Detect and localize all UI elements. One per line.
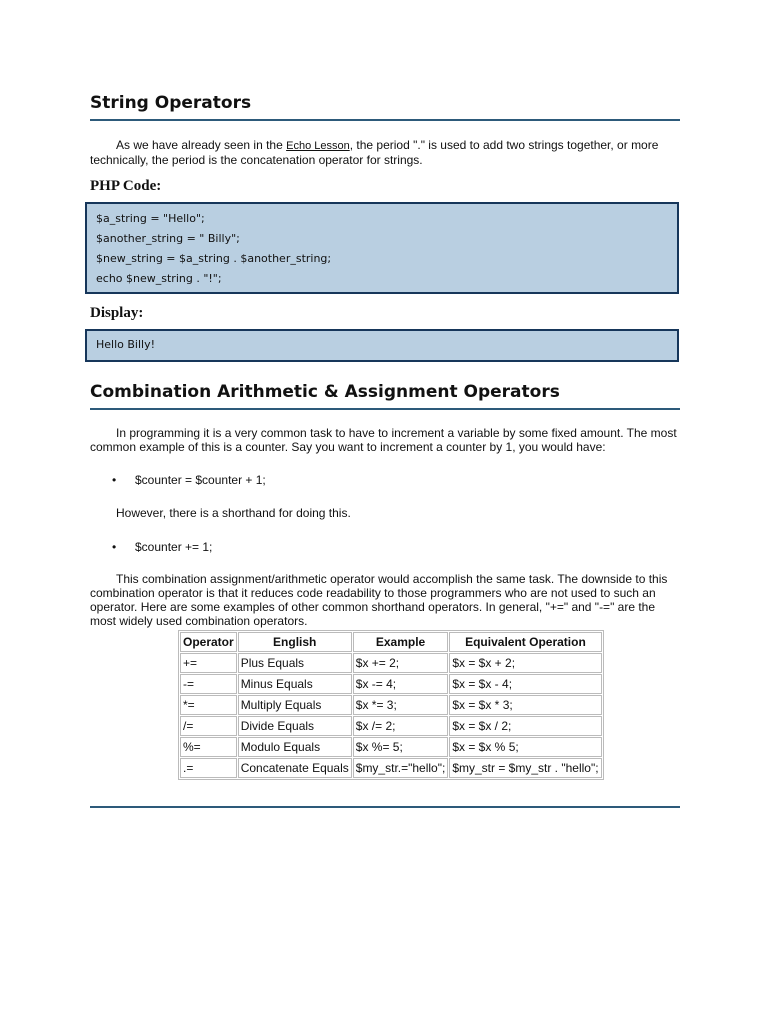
para-text: In programming it is a very common task to have to increment a variable by some fixed amount. The most common example of this is a counter. Say you want to increment a counter by 1, you would have:	[90, 426, 677, 454]
display-output-box	[85, 329, 679, 362]
php-code-box	[85, 202, 679, 294]
cell-example: $x += 2;	[353, 653, 449, 673]
cell-english: Divide Equals	[238, 716, 352, 736]
bullet-item	[112, 540, 212, 554]
code-line: $a_string = "Hello";	[96, 212, 205, 225]
table-row	[180, 758, 602, 778]
cell-equivalent: $x = $x - 4;	[449, 674, 601, 694]
cell-english: Multiply Equals	[238, 695, 352, 715]
cell-equivalent: $x = $x * 3;	[449, 695, 601, 715]
code-line: $another_string = " Billy";	[96, 232, 240, 245]
cell-operator: /=	[180, 716, 237, 736]
string-operators-intro	[90, 138, 680, 167]
bullet-text: $counter += 1;	[135, 540, 213, 554]
intro-text-continued: , the period "." is used to add two strings together, or more technically, the period is the concatenation operator for strings.	[90, 138, 659, 167]
header-english: English	[238, 632, 352, 652]
cell-operator: *=	[180, 695, 237, 715]
para-text: However, there is a shorthand for doing this.	[116, 506, 351, 520]
table-row	[180, 653, 602, 673]
display-output: Hello Billy!	[96, 338, 156, 351]
cell-operator: +=	[180, 653, 237, 673]
header-example: Example	[353, 632, 449, 652]
cell-equivalent: $my_str = $my_str . "hello";	[449, 758, 601, 778]
table-row	[180, 674, 602, 694]
section-heading-combination-operators: Combination Arithmetic & Assignment Operators	[90, 382, 680, 410]
cell-equivalent: $x = $x + 2;	[449, 653, 601, 673]
combination-para-3	[90, 572, 680, 628]
bullet-dot: •	[112, 540, 117, 554]
code-line: $new_string = $a_string . $another_string;	[96, 252, 332, 265]
bullet-item	[112, 473, 266, 487]
table-row	[180, 737, 602, 757]
cell-operator: .=	[180, 758, 237, 778]
bottom-divider	[90, 806, 680, 808]
php-code-label: PHP Code:	[90, 178, 162, 194]
cell-english: Modulo Equals	[238, 737, 352, 757]
cell-example: $x /= 2;	[353, 716, 449, 736]
intro-text: As we have already seen in the	[116, 138, 287, 152]
bullet-text: $counter = $counter + 1;	[135, 473, 266, 487]
cell-english: Minus Equals	[238, 674, 352, 694]
display-label: Display:	[90, 305, 144, 321]
header-equivalent: Equivalent Operation	[449, 632, 601, 652]
cell-operator: %=	[180, 737, 237, 757]
para-text: This combination assignment/arithmetic operator would accomplish the same task. The downside to this combination operator is that it reduces code readability to those programmers who are not used to such an operator. Here are some examples of other common shorthand operators. In general, "+=" and "-=" are the most widely used combination operators.	[90, 572, 668, 628]
combination-para-1	[90, 426, 680, 454]
table-row	[180, 716, 602, 736]
cell-equivalent: $x = $x % 5;	[449, 737, 601, 757]
operators-table	[178, 630, 604, 780]
cell-operator: -=	[180, 674, 237, 694]
table-header-row	[180, 632, 602, 652]
section-heading-string-operators: String Operators	[90, 93, 680, 121]
header-operator: Operator	[180, 632, 237, 652]
cell-equivalent: $x = $x / 2;	[449, 716, 601, 736]
cell-example: $my_str.="hello";	[353, 758, 449, 778]
cell-example: $x %= 5;	[353, 737, 449, 757]
cell-english: Concatenate Equals	[238, 758, 352, 778]
bullet-dot: •	[112, 473, 117, 487]
echo-lesson-link[interactable]: Echo Lesson	[286, 140, 350, 152]
cell-english: Plus Equals	[238, 653, 352, 673]
table-row	[180, 695, 602, 715]
cell-example: $x *= 3;	[353, 695, 449, 715]
code-line: echo $new_string . "!";	[96, 272, 222, 285]
cell-example: $x -= 4;	[353, 674, 449, 694]
combination-para-2	[90, 506, 680, 520]
